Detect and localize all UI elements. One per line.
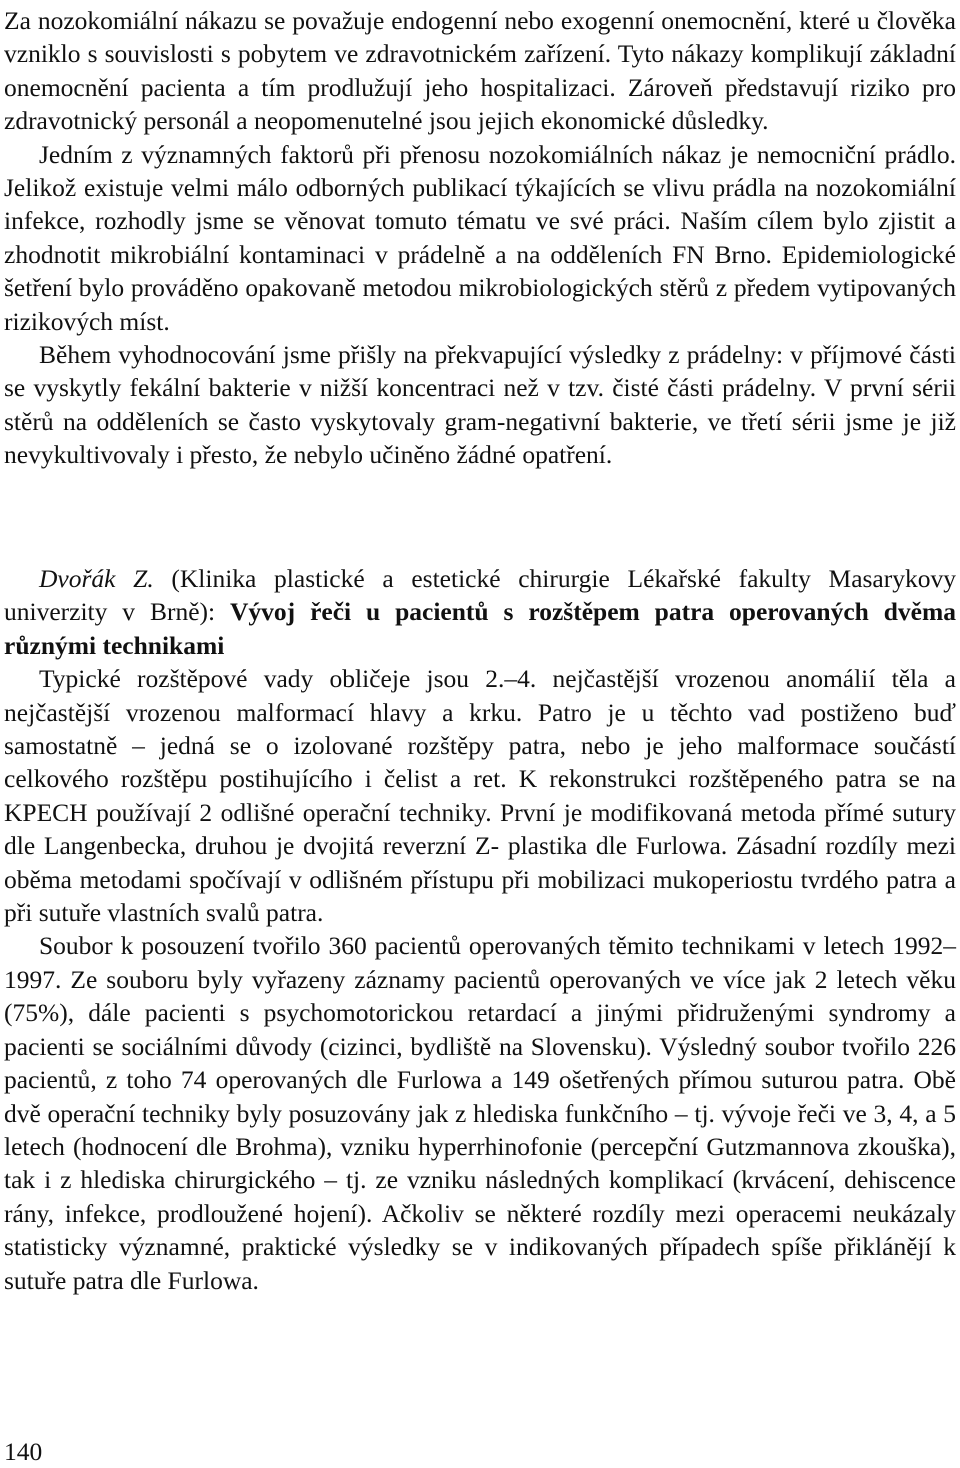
abstract-heading bbox=[4, 562, 956, 662]
body-paragraph: Typické rozštěpové vady obličeje jsou 2.–4. nejčastější vrozenou anomálií těla a nejčastější vrozenou malformací hlavy a krku. Patro je u těchto vad postiženo buď samostatně – jedná se o izolované rozštěpy patra, nebo je jeho malformace součástí celkového rozštěpu postihujícího i čelist a ret. K rekonstrukci rozštěpeného patra se na KPECH používají 2 odlišné operační techniky. První je modifikovaná metoda přímé sutury dle Langenbecka, druhou je dvojitá reverzní Z- plastika dle Furlowa. Zásadní rozdíly mezi oběma metodami spočívají v odlišném přístupu při mobilizaci mukoperiostu tvrdého patra a při sutuře vlastních svalů patra. bbox=[4, 664, 956, 928]
abstract-nosocomial-infections bbox=[4, 4, 956, 472]
body-paragraph: Soubor k posouzení tvořilo 360 pacientů operovaných těmito technikami v letech 1992–1997. Ze souboru byly vyřazeny záznamy pacientů operovaných ve více jak 2 letech věku (75%), dále pacienti s psychomotorickou retardací a jinými přidruženými syndromy a pacienti se sociálními důvody (cizinci, bydliště na Slovensku). Výsledný soubor tvořilo 226 pacientů, z toho 74 operovaných dle Furlowa a 149 ošetřených přímou suturou patra. Obě dvě operační techniky byly posuzovány jak z hlediska funkčního – tj. vývoje řeči ve 3, 4, a 5 letech (hodnocení dle Brohma), vzniku hyperrhinofonie (percepční Gutzmannova zkouška), tak i z hlediska chirurgického – tj. ze vzniku následných komplikací (krvácení, dehiscence rány, infekce, prodloužené hojení). Ačkoliv se některé rozdíly mezi operacemi neukázaly statisticky významné, praktické výsledky se v indikovaných případech spíše přiklánějí k sutuře patra dle Furlowa. bbox=[4, 931, 956, 1295]
abstract-cleft-palate-speech bbox=[4, 562, 956, 1297]
body-paragraph: Během vyhodnocování jsme přišly na překvapující výsledky z prádelny: v příjmové části se vyskytly fekální bakterie v nižší koncentraci než v tzv. čisté části prádelny. V první sérii stěrů na odděleních se často vyskytovaly gram-negativní bakterie, ve třetí sérii jsme je již nevykultivovaly i přesto, že nebylo učiněno žádné opatření. bbox=[4, 340, 956, 470]
body-paragraph: Jedním z významných faktorů při přenosu nozokomiálních nákaz je nemocniční prádlo. Jelikož existuje velmi málo odborných publikací týkajících se vlivu prádla na nozokomiální infekce, rozhodly jsme se věnovat tomuto tématu ve své práci. Naším cílem bylo zjistit a zhodnotit mikrobiální kontaminaci v prádelně a na odděleních FN Brno. Epidemiologické šetření bylo prováděno opakovaně metodou mikrobiologických stěrů z předem vytipovaných rizikových míst. bbox=[4, 139, 956, 336]
author-name: Dvořák Z. bbox=[39, 564, 154, 593]
author-affiliation: (Klinika plastické a estetické chirurgie Lékařské fakulty Masarykovy univerzity v Brně): bbox=[4, 564, 956, 627]
page-number: 140 bbox=[4, 1437, 43, 1466]
body-paragraph: Za nozokomiální nákazu se považuje endogenní nebo exogenní onemocnění, které u člověka vzniklo s souvislosti s pobytem ve zdravotnickém zařízení. Tyto nákazy komplikují základní onemocnění pacienta a tím prodlužují jeho hospitalizaci. Zároveň představují riziko pro zdravotnický personál a neopomenutelné jsou jejich ekonomické důsledky. bbox=[4, 6, 956, 136]
abstract-title: Vývoj řeči u pacientů s rozštěpem patra operovaných dvěma různými technikami bbox=[4, 597, 956, 660]
